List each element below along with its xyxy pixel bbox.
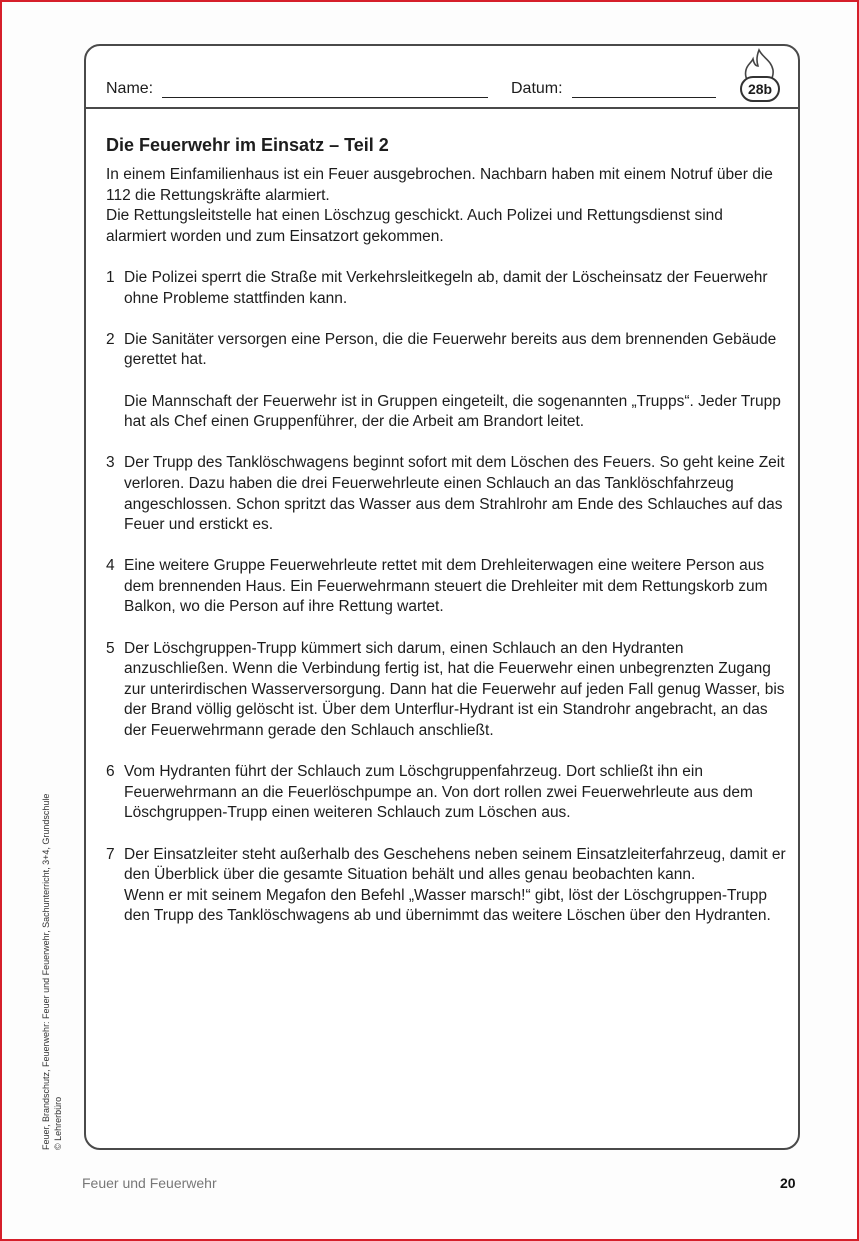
copyright-sidebar <box>40 794 64 1150</box>
item-text: Die Sanitäter versorgen eine Person, die die Feuerwehr bereits aus dem brennenden Gebäude gerettet hat. <box>124 330 777 369</box>
item-number: 3 <box>106 454 115 472</box>
item-text: Vom Hydranten führt der Schlauch zum Löschgruppenfahrzeug. Dort schließt ihn ein Feuerwehrmann an die Feuerlöschpumpe an. Von dort rollen zwei Feuerwehrleute aus dem Löschgruppen-Trupp einen weiteren Schlauch zum Löschen aus. <box>124 763 753 822</box>
item-number: 4 <box>106 557 115 575</box>
item-number: 6 <box>106 763 115 781</box>
copyright-line: © Lehrerbüro <box>53 1096 63 1150</box>
item-text: Der Trupp des Tanklöschwagens beginnt sofort mit dem Löschen des Feuers. So geht keine Zeit verloren. Dazu haben die drei Feuerwehrleute einen Schlauch an das Tanklöschfahrzeug angeschlossen. Schon spritzt das Wasser aus dem Strahlrohr am Ende des Schlauches auf das Feuer und erstickt es. <box>124 454 785 534</box>
trupp-note: Die Mannschaft der Feuerwehr ist in Gruppen eingeteilt, die sogenannten „Trupps“. Jeder Trupp hat als Chef einen Gruppenführer, der die Arbeit am Brandort leitet. <box>124 392 781 431</box>
item-number: 5 <box>106 639 115 657</box>
date-label: Datum: <box>511 80 563 97</box>
list-item <box>106 639 786 742</box>
footer-topic: Feuer und Feuerwehr <box>82 1175 217 1191</box>
name-field-line[interactable] <box>162 97 488 98</box>
name-label: Name: <box>106 80 154 97</box>
list-item <box>106 330 786 371</box>
list-item <box>106 268 786 309</box>
worksheet-number-badge: 28b <box>740 76 780 102</box>
list-item <box>106 453 786 535</box>
header-divider <box>84 107 800 109</box>
worksheet-body <box>106 165 786 948</box>
item-text: Der Einsatzleiter steht außerhalb des Geschehens neben seinem Einsatzleiterfahrzeug, damit er den Überblick über die gesamte Situation behält und alles genau beobachten kann. <box>124 845 786 884</box>
item-number: 2 <box>106 330 115 348</box>
source-line: Feuer, Brandschutz, Feuerwehr: Feuer und Feuerwehr, Sachunterricht, 3+4, Grundschule <box>41 793 51 1150</box>
item-text: Der Löschgruppen-Trupp kümmert sich darum, einen Schlauch an den Hydranten anzuschließen. Wenn die Verbindung fertig ist, hat die Feuerwehr einen unbegrenzten Zugang zur unterirdischen Wasserversorgung. Dann hat die Feuerwehr auf jeden Fall genug Wasser, bis der Brand völlig gelöscht ist. Über dem Unterflur-Hydrant ist ein Standrohr angebracht, an das der Feuerwehrmann gerade den Schlauch anschließt. <box>124 639 785 740</box>
intro-sentence: Die Rettungsleitstelle hat einen Löschzug geschickt. Auch Polizei und Rettungsdienst sind alarmiert worden und zum Einsatzort gekommen. <box>106 207 723 245</box>
list-item <box>106 845 786 927</box>
item-text: Die Polizei sperrt die Straße mit Verkehrsleitkegeln ab, damit der Löscheinsatz der Feuerwehr ohne Probleme stattfinden kann. <box>124 268 768 307</box>
page-title: Die Feuerwehr im Einsatz – Teil 2 <box>106 135 389 155</box>
item-number: 1 <box>106 268 115 286</box>
item-text-extra: Wenn er mit seinem Megafon den Befehl „Wasser marsch!“ gibt, löst der Löschgruppen-Trupp den Trupp des Tanklöschwagens ab und übernimmt das weitere Löschen über den Hydranten. <box>124 886 771 925</box>
item-text: Eine weitere Gruppe Feuerwehrleute rettet mit dem Drehleiterwagen eine weitere Person aus dem brennenden Haus. Ein Feuerwehrmann steuert die Drehleiter mit dem Rettungskorb zum Balkon, wo die Person auf ihre Rettung wartet. <box>124 557 768 616</box>
list-item <box>106 762 786 824</box>
item-number: 7 <box>106 845 115 863</box>
list-item <box>106 556 786 618</box>
date-field-line[interactable] <box>572 97 716 98</box>
item-text-wrapper <box>124 845 786 927</box>
page-number: 20 <box>780 1175 796 1191</box>
intro-paragraph <box>106 165 786 247</box>
intro-sentence: In einem Einfamilienhaus ist ein Feuer ausgebrochen. Nachbarn haben mit einem Notruf über die 112 die Rettungskräfte alarmiert. <box>106 166 773 204</box>
